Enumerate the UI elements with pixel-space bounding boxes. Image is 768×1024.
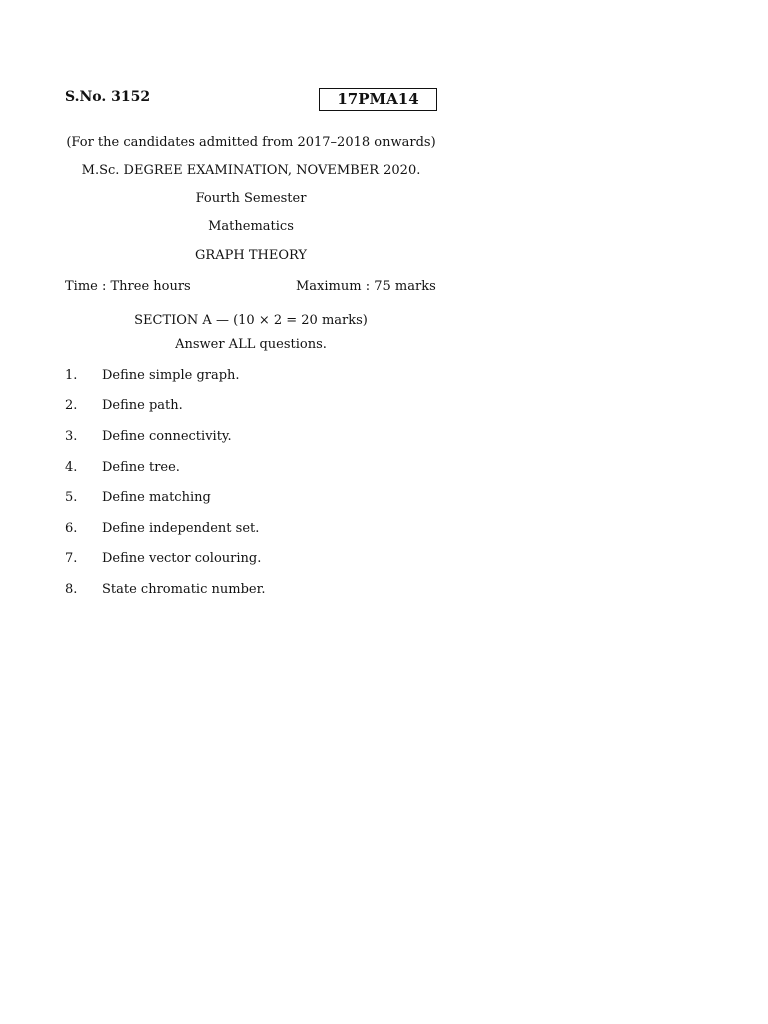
semester: Fourth Semester <box>195 191 307 206</box>
degree-line: M.Sc. DEGREE EXAMINATION, NOVEMBER 2020. <box>81 163 421 178</box>
question-number: 6. <box>65 521 78 536</box>
question-number: 2. <box>65 398 78 413</box>
maximum-marks: Maximum : 75 marks <box>296 279 436 294</box>
question-text: Define connectivity. <box>102 429 232 444</box>
section-heading: SECTION A — (10 × 2 = 20 marks) <box>134 313 368 328</box>
time-allowed: Time : Three hours <box>65 279 191 294</box>
subject: Mathematics <box>208 219 294 234</box>
question-number: 1. <box>65 368 78 383</box>
question-text: Define path. <box>102 398 183 413</box>
question-text: State chromatic number. <box>102 582 266 597</box>
question-text: Define independent set. <box>102 521 260 536</box>
section-instruction: Answer ALL questions. <box>175 337 327 352</box>
question-number: 5. <box>65 490 78 505</box>
serial-number: S.No. 3152 <box>65 89 151 105</box>
question-number: 7. <box>65 551 78 566</box>
question-text: Define vector colouring. <box>102 551 262 566</box>
question-text: Define matching <box>102 490 211 505</box>
question-number: 4. <box>65 460 78 475</box>
question-text: Define tree. <box>102 460 180 475</box>
candidates-note: (For the candidates admitted from 2017–2018 onwards) <box>66 135 436 150</box>
paper-title: GRAPH THEORY <box>195 248 307 263</box>
question-number: 3. <box>65 429 78 444</box>
question-number: 8. <box>65 582 78 597</box>
paper-code: 17PMA14 <box>319 88 437 111</box>
question-text: Define simple graph. <box>102 368 240 383</box>
